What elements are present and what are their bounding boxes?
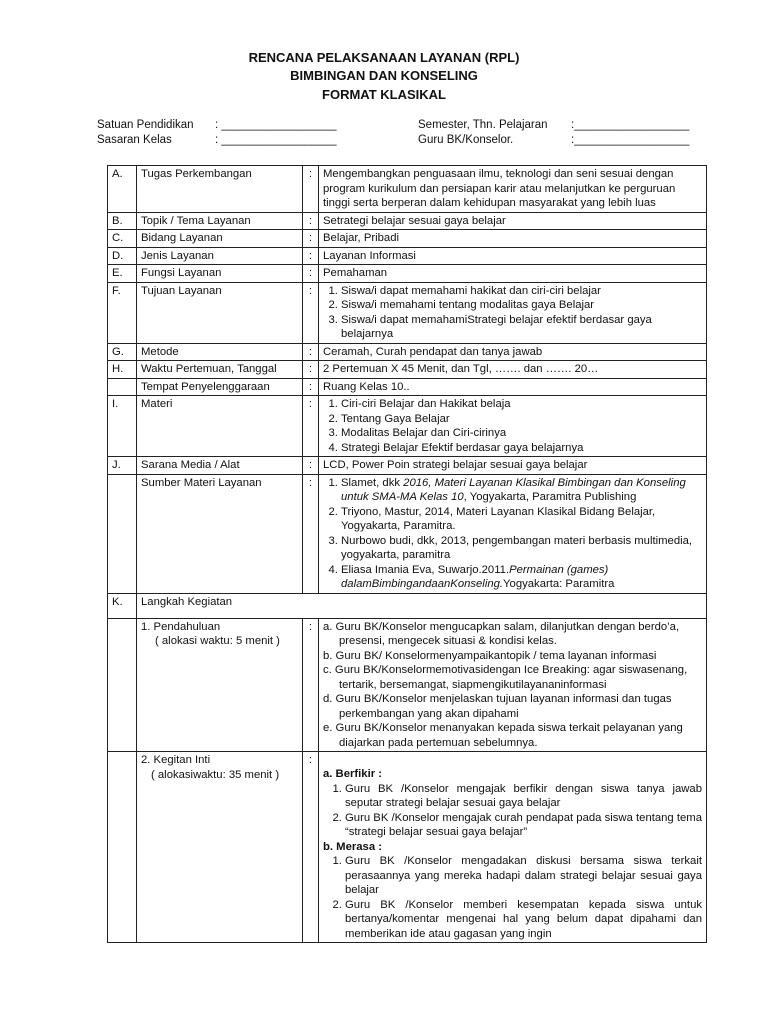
- row-k: [108, 593, 707, 618]
- row-colon: :: [303, 343, 319, 361]
- row-code: F.: [108, 282, 137, 343]
- doc-title-line1: RENCANA PELAKSANAAN LAYANAN (RPL): [248, 50, 520, 65]
- row-colon: :: [303, 282, 319, 343]
- row-code: D.: [108, 247, 137, 265]
- row-colon: :: [303, 474, 319, 593]
- phase-heading: a. Berfikir :: [323, 768, 383, 780]
- list-item: a. Guru BK/Konselor mengucapkan salam, dilanjutkan dengan berdo’a, presensi, mengecek situasi & kondisi kelas.: [323, 620, 680, 647]
- row-k1: [108, 618, 707, 752]
- list-item: 2. Tentang Gaya Belajar: [341, 412, 702, 427]
- row-j2: [108, 474, 707, 593]
- list-item: [341, 476, 702, 505]
- sumber-list: [323, 476, 702, 592]
- row-value: [319, 752, 707, 943]
- row-label: Metode: [137, 343, 303, 361]
- row-c: [108, 230, 707, 248]
- list-item: 4. Strategi Belajar Efektif berdasar gaya belajarnya: [341, 441, 702, 456]
- row-value: Belajar, Pribadi: [319, 230, 707, 248]
- row-label: [137, 752, 303, 943]
- row-code: C.: [108, 230, 137, 248]
- row-colon: :: [303, 361, 319, 379]
- row-code: H.: [108, 361, 137, 379]
- list-item: [341, 563, 702, 592]
- row-colon: :: [303, 265, 319, 283]
- step-title: 2. Kegitan Inti: [141, 754, 211, 766]
- list-item: 3. Modalitas Belajar dan Ciri-cirinya: [341, 426, 702, 441]
- row-value: [319, 396, 707, 457]
- list-item: b. Guru BK/ Konselormenyampaikantopik / tema layanan informasi: [323, 649, 657, 662]
- row-code: G.: [108, 343, 137, 361]
- list-item: 1. Guru BK /Konselor mengajak berfikir dengan siswa tanya jawab seputar strategi belajar sesuai gaya belajar: [345, 782, 702, 811]
- list-item: 2. Guru BK /Konselor memberi kesempatan kepada siswa untuk bertanya/komentar mengenai hal yang belum dapat dipahami dan memberikan ide atau gagasan yang ingin: [345, 898, 702, 942]
- row-f: [108, 282, 707, 343]
- source-publisher: , Yogyakarta, Paramitra Publishing: [463, 491, 637, 503]
- row-value: 2 Pertemuan X 45 Menit, dan Tgl, ……. dan ……. 20…: [319, 361, 707, 379]
- row-colon: :: [303, 457, 319, 475]
- row-label: Sumber Materi Layanan: [137, 474, 303, 593]
- tujuan-list: [323, 284, 702, 342]
- semester-field: :__________________: [571, 119, 690, 131]
- row-label: Tugas Perkembangan: [137, 166, 303, 213]
- row-label: Tujuan Layanan: [137, 282, 303, 343]
- row-code: E.: [108, 265, 137, 283]
- doc-title-line3: FORMAT KLASIKAL: [322, 87, 446, 102]
- row-value: Pemahaman: [319, 265, 707, 283]
- sasaran-label: Sasaran Kelas: [97, 134, 172, 146]
- row-value: Layanan Informasi: [319, 247, 707, 265]
- doc-title-line2: BIMBINGAN DAN KONSELING: [290, 68, 478, 83]
- row-label: Materi: [137, 396, 303, 457]
- list-item: d. Guru BK/Konselor menjelaskan tujuan layanan informasi dan tugas perkembangan yang akan dipahami: [323, 693, 672, 720]
- list-item: 3. Siswa/i dapat memahamiStrategi belajar efektif berdasar gaya belajarnya: [341, 313, 702, 342]
- row-value: Ceramah, Curah pendapat dan tanya jawab: [319, 343, 707, 361]
- source-author: Slamet, dkk: [341, 476, 404, 489]
- row-value: Ruang Kelas 10..: [319, 378, 707, 396]
- row-value: LCD, Power Poin strategi belajar sesuai gaya belajar: [319, 457, 707, 475]
- row-label: Topik / Tema Layanan: [137, 212, 303, 230]
- merasa-list: [323, 854, 702, 941]
- materi-list: [323, 397, 702, 455]
- satuan-field: : __________________: [215, 119, 337, 131]
- row-colon: :: [303, 247, 319, 265]
- row-colon: :: [303, 212, 319, 230]
- source-title: Permainan (games) dalamBimbingandaanKonseling.: [341, 563, 609, 590]
- row-i: [108, 396, 707, 457]
- list-item: 1. Ciri-ciri Belajar dan Hakikat belaja: [341, 397, 702, 412]
- row-label: [137, 618, 303, 752]
- list-item: 2. Siswa/i memahami tentang modalitas gaya Belajar: [341, 298, 702, 313]
- row-label: Jenis Layanan: [137, 247, 303, 265]
- satuan-label: Satuan Pendidikan: [97, 119, 194, 131]
- row-h2: [108, 378, 707, 396]
- row-label: Bidang Layanan: [137, 230, 303, 248]
- row-k2: [108, 752, 707, 943]
- list-item: 1. Siswa/i dapat memahami hakikat dan ciri-ciri belajar: [341, 284, 702, 299]
- rpl-table: [107, 165, 707, 943]
- semester-label: Semester, Thn. Pelajaran: [418, 119, 548, 131]
- row-value: [319, 282, 707, 343]
- row-label: Langkah Kegiatan: [137, 593, 707, 618]
- step-duration: ( alokasi waktu: 5 menit ): [155, 635, 280, 647]
- row-code: K.: [108, 593, 137, 618]
- row-label: Waktu Pertemuan, Tanggal: [137, 361, 303, 379]
- list-item: 3. Nurbowo budi, dkk, 2013, pengembangan materi berbasis multimedia, yogyakarta, paramitra: [341, 534, 702, 563]
- list-item: 1. Guru BK /Konselor mengadakan diskusi bersama siswa terkait perasaannya yang mereka hadapi dalam strategi belajar sesuai gaya belajar: [345, 854, 702, 898]
- row-colon: :: [303, 618, 319, 752]
- row-g: [108, 343, 707, 361]
- row-colon: :: [303, 752, 319, 943]
- list-item: 2. Triyono, Mastur, 2014, Materi Layanan Klasikal Bidang Belajar, Yogyakarta, Paramitra.: [341, 505, 702, 534]
- source-publisher: Yogyakarta: Paramitra: [503, 578, 615, 590]
- list-item: 2. Guru BK /Konselor mengajak curah pendapat pada siswa tentang tema “strategi belajar sesuai gaya belajar”: [345, 811, 702, 840]
- phase-heading: b. Merasa :: [323, 840, 383, 853]
- row-colon: :: [303, 230, 319, 248]
- row-code: B.: [108, 212, 137, 230]
- pendahuluan-list: [323, 620, 702, 751]
- row-e: [108, 265, 707, 283]
- source-title: 2016, Materi Layanan Klasikal Bimbingan dan Konseling untuk SMA-MA Kelas 10: [341, 476, 686, 503]
- list-item: c. Guru BK/Konselormemotivasidengan Ice Breaking: agar siswasenang, tertarik, bersemangat, siapmengikutilayananinformasi: [323, 664, 688, 691]
- row-label: Tempat Penyelenggaraan: [137, 378, 303, 396]
- row-label: Sarana Media / Alat: [137, 457, 303, 475]
- row-a: [108, 166, 707, 213]
- list-item: e. Guru BK/Konselor menanyakan kepada siswa terkait pelayanan yang diajarkan pada pertemuan sebelumnya.: [323, 722, 683, 749]
- source-author: Eliasa Imania Eva, Suwarjo.2011.: [341, 563, 510, 576]
- row-d: [108, 247, 707, 265]
- row-value: Setrategi belajar sesuai gaya belajar: [319, 212, 707, 230]
- row-colon: :: [303, 378, 319, 396]
- row-code: I.: [108, 396, 137, 457]
- row-value: [319, 618, 707, 752]
- row-h: [108, 361, 707, 379]
- sasaran-field: : __________________: [215, 134, 337, 146]
- guru-label: Guru BK/Konselor.: [418, 134, 514, 146]
- step-title: 1. Pendahuluan: [141, 620, 221, 633]
- row-code: J.: [108, 457, 137, 475]
- row-colon: :: [303, 166, 319, 213]
- row-value: Mengembangkan penguasaan ilmu, teknologi dan seni sesuai dengan program kurikulum dan persiapan karir atau melanjutkan ke perguruan tinggi serta berperan dalam kehidupan masyarakat yang lebih luas: [319, 166, 707, 213]
- row-label: Fungsi Layanan: [137, 265, 303, 283]
- row-value: [319, 474, 707, 593]
- berfikir-list: [323, 782, 702, 840]
- guru-field: :__________________: [571, 134, 690, 146]
- row-code: A.: [108, 166, 137, 213]
- row-colon: :: [303, 396, 319, 457]
- row-b: [108, 212, 707, 230]
- step-duration: ( alokasiwaktu: 35 menit ): [151, 768, 280, 781]
- row-j: [108, 457, 707, 475]
